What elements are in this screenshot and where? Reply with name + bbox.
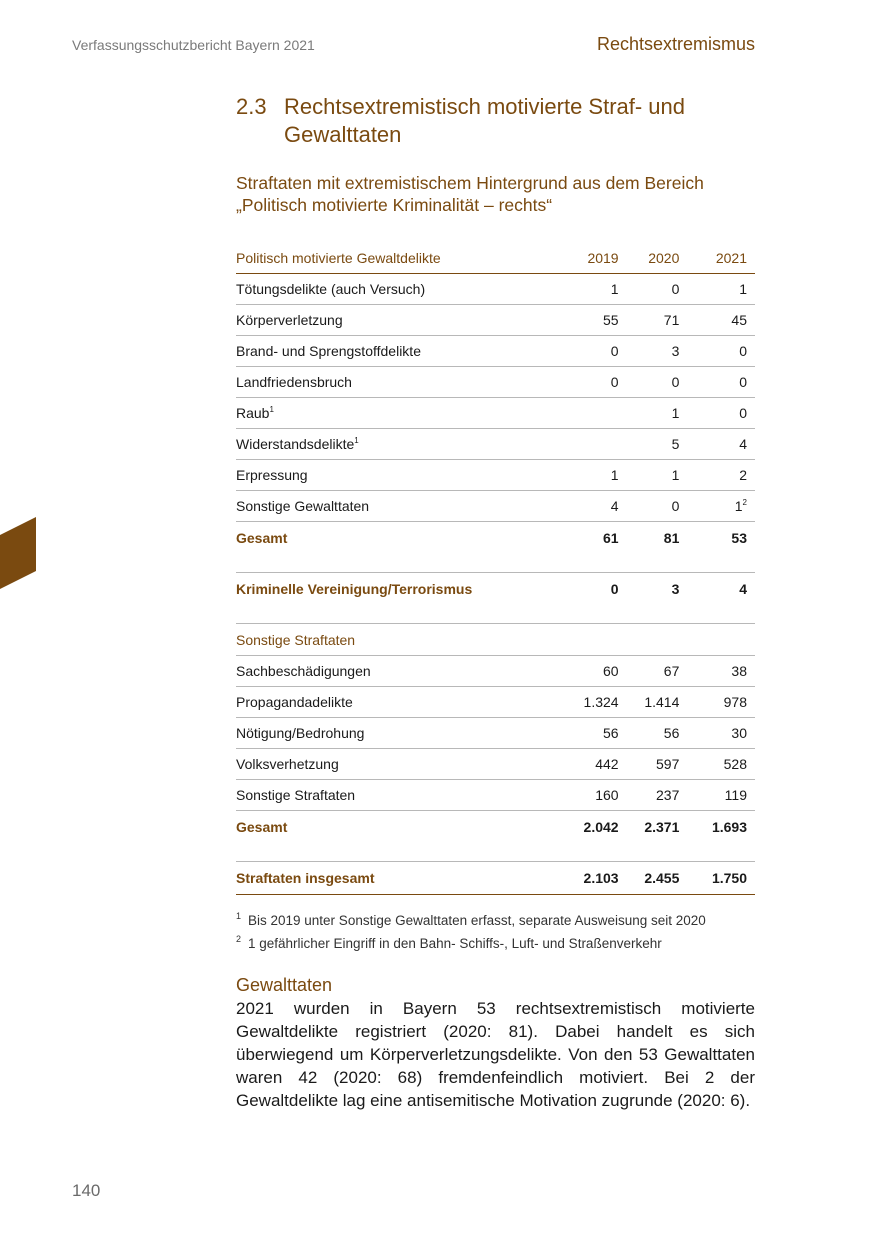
row-label-text: Straftaten insgesamt [236,870,375,886]
running-header-title: Verfassungsschutzbericht Bayern 2021 [72,37,315,53]
row-label [236,522,534,555]
value-2020: 0 [671,498,680,514]
row-label-text: Landfriedensbruch [236,374,352,390]
section-title: Rechtsextremistisch motivierte Straf- und Gewalttaten [284,94,686,147]
spacer-cell [534,780,558,811]
value-2021-text: 0 [739,374,747,390]
spacer-cell [534,336,558,367]
grand-total-row [236,862,755,895]
table-row [236,718,755,749]
row-label [236,687,534,718]
value-2021-text: 53 [731,530,747,546]
value-2019: 0 [558,367,619,398]
table-row [236,398,755,429]
row-label [236,429,534,460]
value-2021-text: 528 [723,756,747,772]
value-2021-text: 2 [739,467,747,483]
value-2021 [679,429,755,460]
table-row [236,460,755,491]
row-label [236,367,534,398]
footnote [236,932,755,955]
chapter-tab-marker [0,517,36,589]
spacer-row [236,554,755,573]
spacer-cell [534,460,558,491]
section-number: 2.3 [236,94,267,119]
value-2021-text: 0 [739,343,747,359]
value-2021-text: 119 [724,787,747,803]
value-2020: 0 [619,367,680,398]
value-2021-text: 38 [731,663,747,679]
footnotes [236,909,755,955]
running-header-chapter: Rechtsextremismus [596,34,755,54]
spacer-cell [534,811,558,844]
row-label [236,274,534,305]
footnote-text: 1 gefährlicher Eingriff in den Bahn- Schiffs-, Luft- und Straßenverkehr [248,936,662,951]
row-label-text: Kriminelle Vereinigung/Terrorismus [236,581,473,597]
value-2021 [679,398,755,429]
gewalttaten-heading: Gewalttaten [236,975,333,995]
value-2019: 160 [595,787,619,803]
spacer-cell [534,656,558,687]
value-2019: 4 [610,498,619,514]
value-2019: 2.042 [558,811,619,844]
table-row [236,305,755,336]
column-header-category: Politisch motivierte Gewaltdelikte [236,243,534,274]
value-2020: 71 [619,305,680,336]
value-2021 [679,811,755,844]
row-label-text: Sachbeschädigungen [236,663,371,679]
row-label-text: Propagandadelikte [236,694,353,710]
row-label [236,749,534,780]
value-2021 [679,367,755,398]
value-2020: 2.371 [619,811,680,844]
value-2019: 1.324 [558,687,619,718]
spacer-cell [534,491,558,522]
value-2021 [679,305,755,336]
row-label-text: Widerstandsdelikte [236,436,355,452]
row-label-text: Nötigung/Bedrohung [236,725,365,741]
table-row [236,367,755,398]
value-2020: 597 [619,749,680,780]
table-row [236,780,755,811]
value-2021 [679,274,755,305]
row-label-text: Volksverhetzung [236,756,339,772]
footnote-mark: 2 [236,934,242,944]
row-label [236,811,534,844]
value-2019: 60 [558,656,619,687]
value-2020: 1 [619,398,680,429]
spacer-cell [534,573,558,606]
value-2019: 56 [558,718,619,749]
value-2021-text: 4 [739,436,747,452]
value-2021 [679,780,755,811]
value-2020: 67 [619,656,680,687]
row-label-text: Erpressung [236,467,308,483]
value-2021-text: 0 [739,405,747,421]
table-row [236,491,755,522]
value-2019: 1 [558,274,619,305]
value-2019: 0 [558,336,619,367]
value-2021-text: 978 [723,694,747,710]
gewalttaten-paragraph: 2021 wurden in Bayern 53 rechtsextremistisch motivierte Gewaltdelikte registriert (2020: 81). Dabei handelt es sich überwiegend um Körperverletzungsdelikte. Von den 53 Gewalttaten waren 42 (2020: 68) fremdenfeindlich motiviert. Bei 2 der Gewaltdelikte lag eine antisemitische Motivation zugrunde (2020: 6). [236,999,755,1110]
row-label-text: Gesamt [236,530,288,546]
section-heading [236,93,755,149]
row-label [236,656,534,687]
footnote [236,909,755,932]
spacer-cell [534,862,558,895]
row-label [236,573,534,606]
value-2020: 81 [619,522,680,555]
value-2020: 3 [619,336,680,367]
value-2021 [679,749,755,780]
value-2020: 237 [656,787,680,803]
row-label-text: Sonstige Straftaten [236,787,356,803]
table-row [236,429,755,460]
spacer-cell [534,367,558,398]
value-2020: 5 [619,429,680,460]
row-label [236,460,534,491]
value-2021 [679,573,755,606]
footnote-ref: 1 [269,405,274,414]
footnote-text: Bis 2019 unter Sonstige Gewalttaten erfasst, separate Ausweisung seit 2020 [248,913,706,928]
other-crimes-header: Sonstige Straftaten [236,624,755,656]
value-2021-text: 1.693 [711,819,747,835]
violent-total-row [236,522,755,555]
spacer-cell [534,718,558,749]
value-2020: 1.414 [619,687,680,718]
footnote-ref: 2 [742,498,747,507]
terror-row [236,573,755,606]
value-2019: 2.103 [558,862,619,895]
value-2021 [679,656,755,687]
table-row [236,656,755,687]
row-label [236,305,534,336]
footnote-ref: 1 [354,436,359,445]
value-2019 [558,398,619,429]
page-number: 140 [72,1181,101,1200]
row-label-text: Brand- und Sprengstoffdelikte [236,343,421,359]
value-2019: 0 [558,573,619,606]
row-label-text: Raub [236,405,270,421]
value-2019 [558,429,619,460]
spacer-cell [534,243,558,274]
value-2021-text: 1.750 [711,870,747,886]
value-2019: 61 [558,522,619,555]
row-label [236,718,534,749]
row-label-text: Sonstige Gewalttaten [236,498,370,514]
table-row [236,749,755,780]
table-row [236,687,755,718]
spacer-cell [534,749,558,780]
column-header-2019: 2019 [558,243,619,274]
table-row [236,274,755,305]
row-label [236,336,534,367]
crime-statistics-table [236,243,755,895]
other-crimes-header-row [236,624,755,656]
spacer-cell [534,398,558,429]
row-label-text: Körperverletzung [236,312,343,328]
table-row [236,336,755,367]
spacer-cell [534,429,558,460]
spacer-cell [534,687,558,718]
other-total-row [236,811,755,844]
footnote-mark: 1 [236,911,242,921]
value-2021 [679,491,755,522]
value-2021 [679,522,755,555]
spacer-cell [534,305,558,336]
spacer-cell [534,274,558,305]
row-label [236,862,534,895]
value-2021 [679,718,755,749]
value-2019: 1 [558,460,619,491]
row-label [236,491,534,522]
spacer-cell [534,522,558,555]
value-2021-text: 30 [731,725,747,741]
value-2021 [679,862,755,895]
column-header-2020: 2020 [619,243,680,274]
table-subtitle: Straftaten mit extremistischem Hintergrund aus dem Bereich „Politisch motivierte Kriminalität – rechts“ [236,173,704,215]
value-2020: 3 [619,573,680,606]
value-2021 [679,336,755,367]
column-header-2021: 2021 [679,243,755,274]
value-2021 [679,687,755,718]
value-2020: 56 [619,718,680,749]
row-label-text: Gesamt [236,819,288,835]
value-2020: 1 [619,460,680,491]
spacer-row [236,843,755,862]
row-label [236,398,534,429]
value-2020: 0 [619,274,680,305]
table-header-row [236,243,755,274]
value-2021 [679,460,755,491]
value-2021-text: 1 [734,498,743,514]
value-2019: 442 [558,749,619,780]
value-2021-text: 45 [731,312,747,328]
value-2020: 2.455 [619,862,680,895]
value-2021-text: 1 [739,281,747,297]
row-label [236,780,534,811]
row-label-text: Tötungsdelikte (auch Versuch) [236,281,426,297]
value-2019: 55 [558,305,619,336]
spacer-row [236,605,755,624]
value-2021-text: 4 [739,581,747,597]
